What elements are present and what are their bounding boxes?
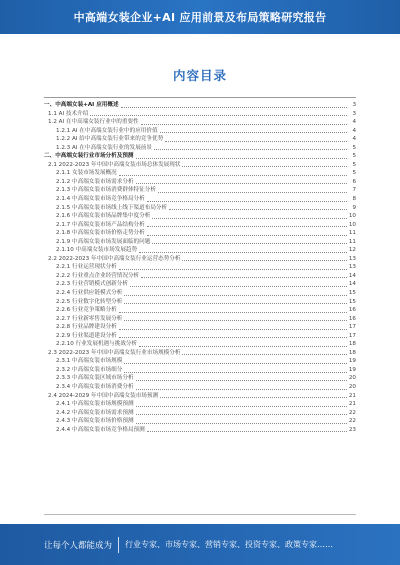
toc-entry[interactable] <box>44 314 356 323</box>
toc-entry[interactable] <box>44 109 356 118</box>
toc-entry-page: 16 <box>348 315 356 322</box>
toc-entry-text: 2.2.3 行业营销模式创新分析 <box>56 281 128 288</box>
toc-entry[interactable] <box>44 211 356 220</box>
toc-entry-text: 2.1 2022-2023 年中国中高端女装市场总体发展现状 <box>48 161 181 168</box>
toc-entry-page: 18 <box>348 349 356 356</box>
toc-leader-dots <box>160 397 347 398</box>
toc-leader-dots <box>141 124 347 125</box>
toc-entry[interactable] <box>44 382 356 391</box>
toc-leader-dots <box>119 269 347 270</box>
toc-entry-page: 5 <box>348 171 356 177</box>
toc-entry[interactable] <box>44 134 356 143</box>
toc-entry[interactable] <box>44 365 356 374</box>
toc-entry[interactable] <box>44 288 356 297</box>
toc-leader-dots <box>119 175 347 176</box>
toc-entry-text: 2.2.5 行业数字化转型分析 <box>56 298 123 305</box>
toc-entry[interactable] <box>44 425 356 434</box>
toc-entry-page: 4 <box>348 120 356 126</box>
toc-entry-page: 19 <box>348 358 356 365</box>
toc-entry[interactable] <box>44 339 356 348</box>
toc-entry-page: 22 <box>348 418 356 425</box>
toc-entry-page: 21 <box>348 401 356 408</box>
toc-entry[interactable] <box>44 185 356 194</box>
toc-entry-page: 19 <box>348 366 356 373</box>
toc-entry-page: 15 <box>348 289 356 296</box>
toc-entry-page: 6 <box>348 180 356 186</box>
toc-entry[interactable] <box>44 220 356 229</box>
toc-entry[interactable] <box>44 331 356 340</box>
toc-leader-dots <box>124 372 347 373</box>
toc-entry-text: 2.4.4 中高端女装市场竞争格局预测 <box>56 426 145 433</box>
toc-entry[interactable] <box>44 262 356 271</box>
toc-entry-text: 2.3.2 中高端女装市场细分 <box>56 366 123 373</box>
toc-leader-dots <box>147 201 347 202</box>
toc-entry[interactable] <box>44 297 356 306</box>
toc-entry-text: 2.1.8 中高端女装市场价格走势分析 <box>56 230 145 237</box>
toc-entry-text: 2.4 2024-2029 年中国中高端女装市场预测 <box>48 392 159 399</box>
toc-leader-dots <box>160 132 347 133</box>
report-title: 中高端女装企业+AI 应用前景及布局策略研究报告 <box>73 11 327 24</box>
toc-leader-dots <box>136 183 347 184</box>
toc-entry-page: 13 <box>348 255 356 262</box>
toc-entry-text: 2.4.3 中高端女装市场价格预测 <box>56 418 134 425</box>
toc-entry[interactable] <box>44 348 356 357</box>
toc-entry-text: 2.2 2022-2023 年中国中高端女装行业运营态势分析 <box>48 255 181 262</box>
toc-entry-text: 1.2 AI 在中高端女装行业中的重要性 <box>48 119 139 126</box>
toc-leader-dots <box>165 141 347 142</box>
toc-entry-page: 5 <box>348 163 356 169</box>
toc-entry-page: 11 <box>348 230 356 237</box>
toc-entry[interactable] <box>44 279 356 288</box>
toc-leader-dots <box>147 235 347 236</box>
toc-entry-text: 1.2.1 AI 在中高端女装行业中的应用价值 <box>56 127 158 134</box>
toc-leader-dots <box>136 406 347 407</box>
toc-entry-text: 2.3.3 中高端女装区域市场分析 <box>56 375 134 382</box>
toc-entry[interactable] <box>44 151 356 160</box>
toc-entry[interactable] <box>44 168 356 177</box>
toc-leader-dots <box>152 218 347 219</box>
toc-entry[interactable] <box>44 271 356 280</box>
toc-entry-page: 13 <box>348 264 356 271</box>
toc-entry-text: 2.2.9 行业渠道建设分析 <box>56 332 117 339</box>
toc-entry[interactable] <box>44 374 356 383</box>
toc-entry[interactable] <box>44 160 356 169</box>
toc-entry-text: 2.2.7 行业新零售发展分析 <box>56 315 123 322</box>
toc-divider <box>44 97 356 98</box>
toc-entry-text: 2.4.2 中高端女装市场需求预测 <box>56 409 134 416</box>
toc-leader-dots <box>154 149 347 150</box>
toc-leader-dots <box>119 329 347 330</box>
toc-entry-page: 10 <box>348 221 356 228</box>
toc-leader-dots <box>124 363 347 364</box>
toc-entry-text: 2.3.1 中高端女装市场规模 <box>56 358 123 365</box>
toc-entry-text: 2.4.1 中高端女装市场规模预测 <box>56 401 134 408</box>
toc-entry-page: 20 <box>348 375 356 382</box>
toc-entry-page: 23 <box>348 426 356 433</box>
toc-entry-text: 2.1.10 中高端女装市场发展趋势 <box>56 247 138 254</box>
toc-entry[interactable] <box>44 391 356 400</box>
toc-entry-page: 5 <box>348 146 356 152</box>
toc-entry-page: 8 <box>348 197 356 203</box>
toc-entry[interactable] <box>44 117 356 126</box>
toc-entry-text: 2.2.6 行业竞争策略分析 <box>56 307 117 314</box>
toc-entry-page: 17 <box>348 324 356 331</box>
toc-entry-page: 3 <box>348 112 356 118</box>
toc-entry[interactable] <box>44 143 356 152</box>
toc-entry-page: 7 <box>348 188 356 194</box>
header-banner <box>0 0 400 34</box>
footer-tagline: 行业专家、市场专家、营销专家、投资专家、政策专家…… <box>125 540 334 549</box>
toc-entry-text: 1.1 AI 技术介绍 <box>48 110 89 117</box>
toc-entry-text: 2.1.6 中高端女装市场品牌集中度分析 <box>56 213 151 220</box>
toc-leader-dots <box>124 295 347 296</box>
toc-entry[interactable] <box>44 254 356 263</box>
toc-leader-dots <box>147 431 347 432</box>
toc-leader-dots <box>136 423 347 424</box>
toc-entry-text: 2.1.5 中高端女装市场线上线下渠道布局分析 <box>56 204 168 211</box>
toc-leader-dots <box>139 252 347 253</box>
toc-leader-dots <box>139 346 347 347</box>
toc-entry-text: 2.1.1 女装市场发展概况 <box>56 170 117 177</box>
toc-entry[interactable] <box>44 228 356 237</box>
toc-entry-text: 1.2.2 AI 给中高端女装行业带来的竞争优势 <box>56 136 164 143</box>
footer-banner <box>0 524 400 565</box>
toc-entry-text: 2.3 2022-2023 年中国中高端女装行业市场规模分析 <box>48 349 181 356</box>
toc-entry-page: 20 <box>348 384 356 390</box>
toc-entry[interactable] <box>44 126 356 135</box>
toc-leader-dots <box>90 115 347 116</box>
toc-leader-dots <box>119 312 347 313</box>
toc-entry-text: 2.1.9 中高端女装市场发展面临的问题 <box>56 238 151 245</box>
toc-title: 内容目录 <box>172 68 227 83</box>
toc-leader-dots <box>169 209 347 210</box>
toc-entry-page: 3 <box>348 103 356 109</box>
toc-leader-dots <box>182 260 347 261</box>
toc-leader-dots <box>141 277 347 278</box>
toc-entry[interactable] <box>44 399 356 408</box>
toc-entry-text: 2.2.4 行业供应链模式分析 <box>56 289 123 296</box>
toc-leader-dots <box>136 158 347 159</box>
toc-leader-dots <box>121 107 347 108</box>
toc-entry-text: 2.3.4 中高端女装市场消费分析 <box>56 384 134 390</box>
toc-entry-page: 18 <box>348 341 356 348</box>
toc-entry-text: 二、中高端女装行业市场分析及预测 <box>44 153 134 160</box>
toc-entry-text: 2.1.2 中高端女装市场需求分析 <box>56 178 134 185</box>
toc-entry-page: 16 <box>348 307 356 314</box>
toc-leader-dots <box>147 226 347 227</box>
toc-leader-dots <box>124 320 347 321</box>
toc-entry-text: 2.1.4 中高端女装市场竞争格局分析 <box>56 195 145 202</box>
toc-entry-text: 2.2.1 行业运营现状分析 <box>56 264 117 271</box>
toc-leader-dots <box>130 286 347 287</box>
toc-entry[interactable] <box>44 100 356 109</box>
footer-slogan: 让每个人都能成为 <box>44 540 113 551</box>
toc-entry-page: 10 <box>348 213 356 220</box>
toc-entry[interactable] <box>44 356 356 365</box>
toc-leader-dots <box>119 337 347 338</box>
toc-entry-page: 5 <box>348 154 356 160</box>
toc-entry[interactable] <box>44 194 356 203</box>
toc-leader-dots <box>182 166 347 167</box>
toc-entry[interactable] <box>44 305 356 314</box>
toc-entry-page: 11 <box>348 238 356 245</box>
table-of-contents <box>44 100 356 433</box>
toc-entry[interactable] <box>44 203 356 212</box>
toc-entry-page: 12 <box>348 247 356 254</box>
toc-entry-page: 21 <box>348 392 356 399</box>
toc-entry[interactable] <box>44 237 356 246</box>
toc-entry-page: 4 <box>348 129 356 135</box>
toc-entry-page: 9 <box>348 206 356 212</box>
footer-divider <box>118 537 119 553</box>
toc-entry-page: 4 <box>348 137 356 143</box>
toc-entry-page: 14 <box>348 272 356 279</box>
toc-leader-dots <box>124 303 347 304</box>
toc-entry-page: 15 <box>348 298 356 305</box>
toc-entry[interactable] <box>44 245 356 254</box>
toc-entry-text: 2.1.3 中高端女装市场消费群体特征分析 <box>56 187 156 194</box>
toc-leader-dots <box>152 243 347 244</box>
toc-leader-dots <box>136 380 347 381</box>
toc-entry-page: 17 <box>348 332 356 339</box>
toc-leader-dots <box>136 389 347 390</box>
toc-leader-dots <box>182 354 347 355</box>
toc-entry-text: 2.2.10 行业发展机遇与挑战分析 <box>56 341 138 348</box>
toc-entry-text: 一、中高端女装+AI 应用概述 <box>44 101 119 108</box>
toc-entry[interactable] <box>44 322 356 331</box>
toc-entry-text: 2.1.7 中高端女装市场产品结构分析 <box>56 221 145 228</box>
toc-entry-text: 1.2.3 AI 在中高端女装行业的发展前景 <box>56 144 152 151</box>
toc-entry-text: 2.2.8 行业品牌建设分析 <box>56 324 117 331</box>
toc-entry-page: 22 <box>348 409 356 416</box>
toc-entry[interactable] <box>44 408 356 417</box>
toc-leader-dots <box>136 414 347 415</box>
toc-entry-text: 2.2.2 行业重点企业经营情况分析 <box>56 272 140 279</box>
toc-entry[interactable] <box>44 416 356 425</box>
bottom-divider <box>44 514 356 515</box>
toc-leader-dots <box>158 192 347 193</box>
toc-entry-page: 14 <box>348 281 356 288</box>
toc-entry[interactable] <box>44 177 356 186</box>
